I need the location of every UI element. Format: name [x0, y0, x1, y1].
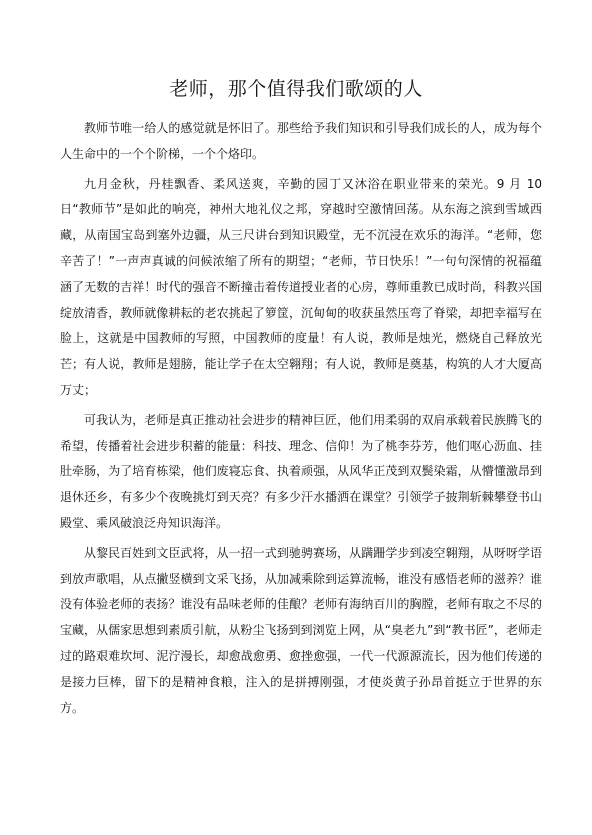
document-title: 老师，那个值得我们歌颂的人 [169, 78, 423, 100]
paragraph-1: 教师节唯一给人的感觉就是怀旧了。那些给予我们知识和引导我们成长的人，成为每个人生命中的一个个阶梯，一个个烙印。 [60, 121, 542, 161]
paragraph-3: 可我认为，老师是真正推动社会进步的精神巨匠，他们用柔弱的双肩承载着民族腾飞的希望，传播着社会进步积蓄的能量：科技、理念、信仰！为了桃李芬芳，他们呕心沥血、挂肚牵肠，为了培育栋梁，他们废寝忘食、执着顽强，从风华正茂到双鬓染霜，从懵懂激昂到退休还乡，有多少个夜晚挑灯到天亮？有多少汗水播洒在课堂？引领学子披荆斩棘攀登书山殿堂、乘风破浪泛舟知识海洋。 [60, 412, 542, 530]
paragraph-4: 从黎民百姓到文臣武将，从一招一式到驰骋赛场，从蹒跚学步到凌空翱翔，从呀呀学语到放声歌唱，从点撇竖横到文采飞扬，从加减乘除到运算流畅，谁没有感悟老师的滋养？谁没有体验老师的表扬？谁没有品味老师的佳酿？老师有海纳百川的胸膛，老师有取之不尽的宝藏，从儒家思想到素质引航，从粉尘飞扬到到浏览上网，从“臭老九”到“教书匠”，老师走过的路艰难坎坷、泥泞漫长，却愈战愈勇、愈挫愈强，一代一代源源流长，因为他们传递的是接力巨棒，留下的是精神食粮，注入的是拼搏刚强，才使炎黄子孙昂首挺立于世界的东方。 [60, 545, 542, 715]
paragraph-2: 九月金秋，丹桂飘香、柔风送爽，辛勤的园丁又沐浴在职业带来的荣光。9 月 10 日“教师节”是如此的响亮，神州大地礼仪之邦，穿越时空激情回荡。从东海之滨到雪域西藏，从南国宝岛到塞外边疆，从三尺讲台到知识殿堂，无不沉浸在欢乐的海洋。“老师，您辛苦了！”一声声真诚的问候浓缩了所有的期望；“老师，节日快乐！”一句句深情的祝福蕴涵了无数的吉祥！时代的强音不断撞击着传道授业者的心房，尊师重教已成时尚，科教兴国绽放清香，教师就像耕耘的老农挑起了箩筐，沉甸甸的收获虽然压弯了脊梁，却把幸福写在脸上，这就是中国教师的写照，中国教师的度量！有人说，教师是烛光，燃烧自己释放光芒；有人说，教师是翅膀，能让学子在太空翱翔；有人说，教师是奠基，构筑的人才大厦高万丈； [60, 176, 542, 397]
document-body [60, 116, 542, 725]
